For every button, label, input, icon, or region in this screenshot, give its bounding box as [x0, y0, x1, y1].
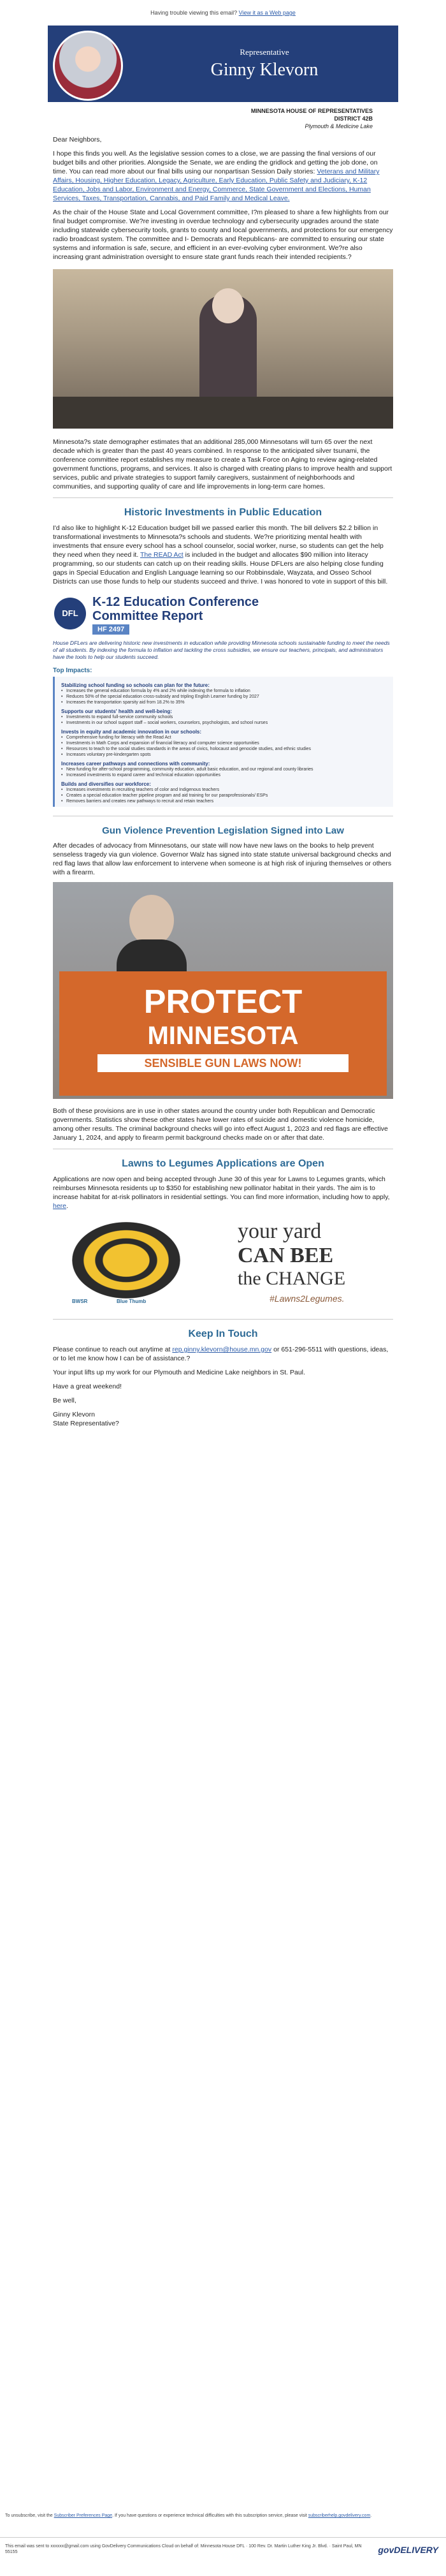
impact-bullet: • Increases the general education formula by 4% and 2% while indexing the formula to inflation — [61, 688, 389, 694]
section-title-education: Historic Investments in Public Education — [124, 507, 322, 518]
sign-line-1: PROTECT — [143, 983, 303, 1020]
impact-bullet: • Increases voluntary pre-kindergarten spots — [61, 752, 389, 758]
impact-bullet: • Investments in our school support staff – social workers, counselors, psychologists, and school nurses — [61, 720, 389, 726]
view-web-link[interactable]: View it as a Web page — [238, 10, 296, 16]
photo-gun-rally — [53, 882, 393, 1099]
report-title-2: Committee Report — [92, 609, 203, 623]
office-line2: DISTRICT 42B — [334, 115, 373, 122]
bill-number-badge: HF 2497 — [92, 624, 129, 635]
govdelivery-logo: govDELIVERY — [378, 2545, 438, 2555]
sign-line-3: SENSIBLE GUN LAWS NOW! — [97, 1054, 349, 1072]
bee-illustration — [72, 1222, 180, 1299]
divider-1 — [53, 497, 393, 498]
p8-text: Please continue to reach out anytime at — [53, 1346, 171, 1353]
rally-speaker-head — [129, 895, 174, 946]
bee-line-3: the CHANGE — [238, 1268, 346, 1289]
impact-group-title: Invests in equity and academic innovation in our schools: — [61, 729, 202, 735]
office-info — [48, 102, 398, 130]
session-daily-links[interactable]: Veterans and Military Affairs, Housing, Higher Education, Legacy, Agriculture, Early Education, Public Safety and Judiciary, K-12 Education, Jobs and Labor, Environment and Energy, Commerce, State Government and Elections, Human Services, Taxes, Transportation, Cannabis, and Paid Family and Medical Leave. — [53, 168, 380, 202]
desk-row — [53, 397, 393, 429]
paragraph-contact — [48, 1345, 398, 1363]
header-title: Representative — [240, 47, 289, 57]
impact-bullet: • Investments to expand full-service community schools — [61, 714, 389, 720]
footer-unsubscribe: To unsubscribe, visit the Subscriber Preferences Page. If you have questions or experience technical difficulties with this subscription service, please visit subscriberhelp.govdelivery.com. — [5, 2513, 372, 2518]
impact-group-title: Supports our students' health and well-being: — [61, 709, 172, 714]
sign-line-2: MINNESOTA — [147, 1022, 299, 1050]
signature-title: State Representative? — [53, 1420, 119, 1427]
report-title-1: K-12 Education Conference — [92, 595, 259, 609]
impact-bullet: • Creates a special education teacher pipeline program and aid training for our paraprofessionals/ ESPs — [61, 793, 389, 799]
section-title-lawns: Lawns to Legumes Applications are Open — [122, 1158, 324, 1169]
impact-bullet: • Comprehensive funding for literacy with the Read Act — [61, 735, 389, 740]
paragraph-gun-1: After decades of advocacy from Minnesotans, our state will now have new laws on the books to help prevent senseless tragedy via gun violence. Governor Walz has signed into state statute universal background checks and red flag laws that allow law enforcement to intervene when someone is at high risk of injuring themselves or others with a firearm. — [53, 842, 392, 876]
top-bar — [0, 0, 446, 26]
impact-bullet: • Resources to teach to the social studies standards in the areas of civics, holocaust and genocide studies, and ethnic studies — [61, 746, 389, 752]
p4a-text: I'd also like to highlight K-12 Education budget bill we passed earlier this month. The bill delivers $2.2 billion in transformational investments to Minnesota?s schools and students. We?re prioritizing mental health with investments that ensure every school has a school counselor, social worker, nurse, so students can get the help they need when they need it. — [53, 524, 384, 559]
impact-group-title: Builds and diversifies our workforce: — [61, 781, 151, 787]
paragraph-weekend: Have a great weekend! — [53, 1383, 122, 1390]
divider-4 — [53, 1319, 393, 1320]
impact-bullet: • New funding for after-school programming, community education, adult basic education, and our regional and county libraries — [61, 767, 389, 772]
subscriber-help-link[interactable]: subscriberhelp.govdelivery.com — [308, 2513, 371, 2518]
k12-report-graphic — [53, 595, 393, 807]
bee-graphic — [53, 1216, 393, 1311]
subscriber-preferences-link[interactable]: Subscriber Preferences Page — [54, 2513, 113, 2518]
report-intro: House DFLers are delivering historic new investments in education while providing Minnesota schools sustainable funding to meet the needs of all students. By indexing the formula to inflation and tackling the cross subsidies, we ensure our teachers, principals, and administrators have the tools to help our students succeed. — [53, 640, 390, 660]
bluethumb-logo: Blue Thumb — [117, 1299, 147, 1304]
footer-sent-info: This email was sent to xxxxxx@gmail.com using GovDelivery Communications Cloud on behalf of: Minnesota House DFL · 100 Rev. Dr. Martin Luther King Jr. Blvd. · Saint Paul, MN 55155 — [5, 2544, 362, 2554]
section-title-keep-in-touch: Keep In Touch — [188, 1328, 258, 1339]
bwsr-logo: BWSR — [72, 1299, 88, 1304]
office-line3: Plymouth & Medicine Lake — [305, 123, 373, 129]
lawns-apply-link[interactable]: here — [53, 1202, 67, 1210]
bee-hashtag: #Lawns2Legumes. — [270, 1293, 345, 1304]
footer-divider — [0, 2537, 446, 2538]
impact-bullet: • Increases the transportation sparsity aid from 18.2% to 35% — [61, 700, 389, 705]
p1-text: I hope this finds you well. As the legislative session comes to a close, we are passing the final versions of our budget bills and other priorities. Alongside the Senate, we are ending the gridlock and getting the job done, on time. You can read more about our final bills using our nonpartisan Session Daily stories: — [53, 150, 378, 175]
protest-sign — [59, 971, 387, 1096]
greeting: Dear Neighbors, — [53, 136, 102, 144]
paragraph-input: Your input lifts up my work for our Plymouth and Medicine Lake neighbors in St. Paul. — [53, 1369, 305, 1376]
photo-house-floor — [53, 269, 393, 429]
paragraph-education — [48, 524, 398, 586]
header-banner — [48, 26, 398, 102]
bee-line-2: CAN BEE — [238, 1244, 334, 1267]
paragraph-aging: Minnesota?s state demographer estimates that an additional 285,000 Minnesotans will turn 65 over the next decade which is greater than the past 40 years combined. In response to the anticipated silver tsunami, the conference committee report establishes my measure to create a Task Force on Aging to review aging-related government functions, programs, and services. It also is charged with creating plans to improve health and support services, public and private strategies to support family caregivers, sustainment of neighborhoods and communities, and supporting quality of care and life improvements in long-term care homes. — [53, 438, 392, 490]
impacts-box — [53, 677, 393, 807]
closing: Be well, — [53, 1397, 76, 1404]
impact-group-title: Increases career pathways and connections with community: — [61, 761, 210, 767]
email-link[interactable]: rep.ginny.klevorn@house.mn.gov — [172, 1346, 272, 1353]
unsub-text-1: To unsubscribe, visit the — [5, 2513, 53, 2518]
header-name: Ginny Klevorn — [210, 60, 319, 80]
impact-group-title: Stabilizing school funding so schools can plan for the future: — [61, 682, 210, 688]
impact-bullet: • Reduces 50% of the special education cross-subsidy and tripling English Learner funding by 2027 — [61, 694, 389, 700]
impact-bullet: • Investments in Math Corps and expansion of financial literacy and computer science opportunities — [61, 740, 389, 746]
topbar-text: Having trouble viewing this email? — [150, 10, 238, 16]
unsub-text-2: . If you have questions or experience technical difficulties with this subscription service, please visit — [112, 2513, 307, 2518]
bee-line-1: your yard — [238, 1219, 322, 1243]
paragraph-gun-2: Both of these provisions are in use in other states around the country under both Republican and Democratic governments. Statistics show these other states have lower rates of suicide and domestic violence homicide, among other results. The criminal background checks will go into effect August 1, 2023 and red flags are effective January 1, 2024, and apply to firearm permit background checks made on or after that date. — [53, 1107, 388, 1142]
office-line1: MINNESOTA HOUSE OF REPRESENTATIVES — [250, 108, 373, 114]
p8b-text: or 651-296-5511 with questions, ideas, or to let me know how I can be of assistance.? — [53, 1346, 389, 1362]
section-title-gun: Gun Violence Prevention Legislation Signed into Law — [102, 825, 344, 836]
speaker-head — [212, 288, 244, 323]
impact-bullet: • Increases investments in recruiting teachers of color and Indigenous teachers — [61, 787, 389, 793]
email-body — [48, 26, 398, 1433]
impact-bullet: • Removes barriers and creates new pathways to recruit and retain teachers — [61, 799, 389, 804]
paragraph-chair: As the chair of the House State and Local Government committee, I?m pleased to share a few highlights from our final budget compromise. We?re investing in overdue technology and cybersecurity upgrades around the state including statewide cybersecurity tools, grants to county and local governments, and protections for our emergency radio broadcast system. The committee and I- Democrats and Republicans- are committed to ensuring our state systems and information is safe, secure, and efficient in an ever-evolving cyber environment. We?re also increasing grant administration oversight to ensure state grant funds reach their intended recipients.? — [53, 209, 393, 261]
paragraph-session — [48, 149, 398, 203]
p7-text: Applications are now open and being accepted through June 30 of this year for Lawns to Legumes grants, which reimburses Minnesota residents up to $350 for establishing new pollinator habitat in their yards. The aim is to increase habitat for at-risk pollinators in residential settings. You can find more information, including how to apply, — [53, 1175, 390, 1201]
p4b-text: is included in the budget and allocates $90 million into literacy programming, so our students can catch up on their reading skills. House DFLers are also helping close funding gaps in Special Education and English Language learning so our Robbinsdale, Wayzata, and Osseo School Districts can use those funds to help our students succeed and thrive. I was honored to vote in support of this bill. — [53, 551, 388, 585]
signature-name: Ginny Klevorn — [53, 1411, 95, 1418]
top-impacts-heading: Top Impacts: — [53, 667, 92, 674]
paragraph-lawns: Applications are now open and being accepted through June 30 of this year for Lawns to Legumes grants, which reimburses Minnesota residents up to $350 for establishing new pollinator habitat in their yards. The aim is to increase habitat for at-risk pollinators in residential settings. You can find more information, including how to apply, here. — [53, 1175, 390, 1210]
dfl-logo: DFL — [54, 598, 86, 629]
representative-photo — [53, 31, 123, 101]
impact-bullet: • Increased investments to expand career and technical education opportunities — [61, 772, 389, 778]
read-act-link[interactable]: The READ Act — [140, 551, 183, 559]
